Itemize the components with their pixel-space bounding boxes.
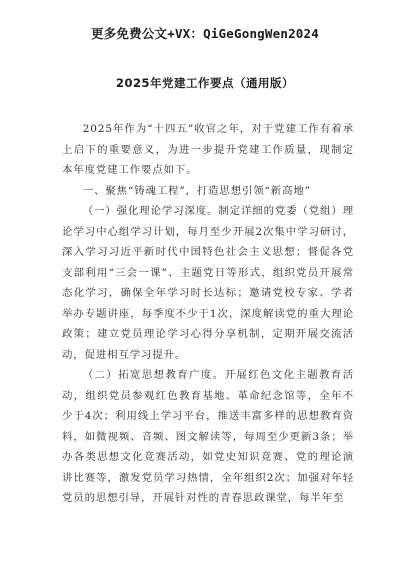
page-header: 更多免费公文+VX：QiGeGongWen2024: [91, 26, 319, 41]
section-heading: 一、聚焦“铸魂工程”，打造思想引领“新高地”: [82, 184, 311, 197]
document-body: [62, 119, 354, 509]
body-paragraph: （一）强化理论学习深度。制定详细的党委（党组）理论学习中心组学习计划，每月至少开展2次集中学习研讨，深入学习习近平新时代中国特色社会主义思想；督促各党支部利用“三会一课”、主题党日等形式，组织党员开展常态化学习，确保全年学习时长达标；邀请党校专家、学者举办专题讲座，每季度不少于1次，深度解读党的重大理论政策；建立党员理论学习心得分享机制，定期开展交流活动，促进相互学习提升。: [62, 205, 354, 361]
body-paragraph: （二）拓宽思想教育广度。开展红色文化主题教育活动，组织党员参观红色教育基地、革命纪念馆等，全年不少于4次；利用线上学习平台，推送丰富多样的思想教育资料，如微视频、音频、图文解读等，每周至少更新3条；举办各类思想文化竞赛活动，如党史知识竞赛、党的理论演讲比赛等，激发党员学习热情，全年组织2次；加强对年轻党员的思想引导，开展针对性的青春思政课堂，每半年至: [62, 369, 354, 504]
intro-paragraph: 2025年作为“十四五”收官之年，对于党建工作有着承上启下的重要意义，为进一步提升党建工作质量，现制定本年度党建工作要点如下。: [62, 123, 354, 176]
document-title: 2025年党建工作要点（通用版）: [115, 76, 294, 90]
